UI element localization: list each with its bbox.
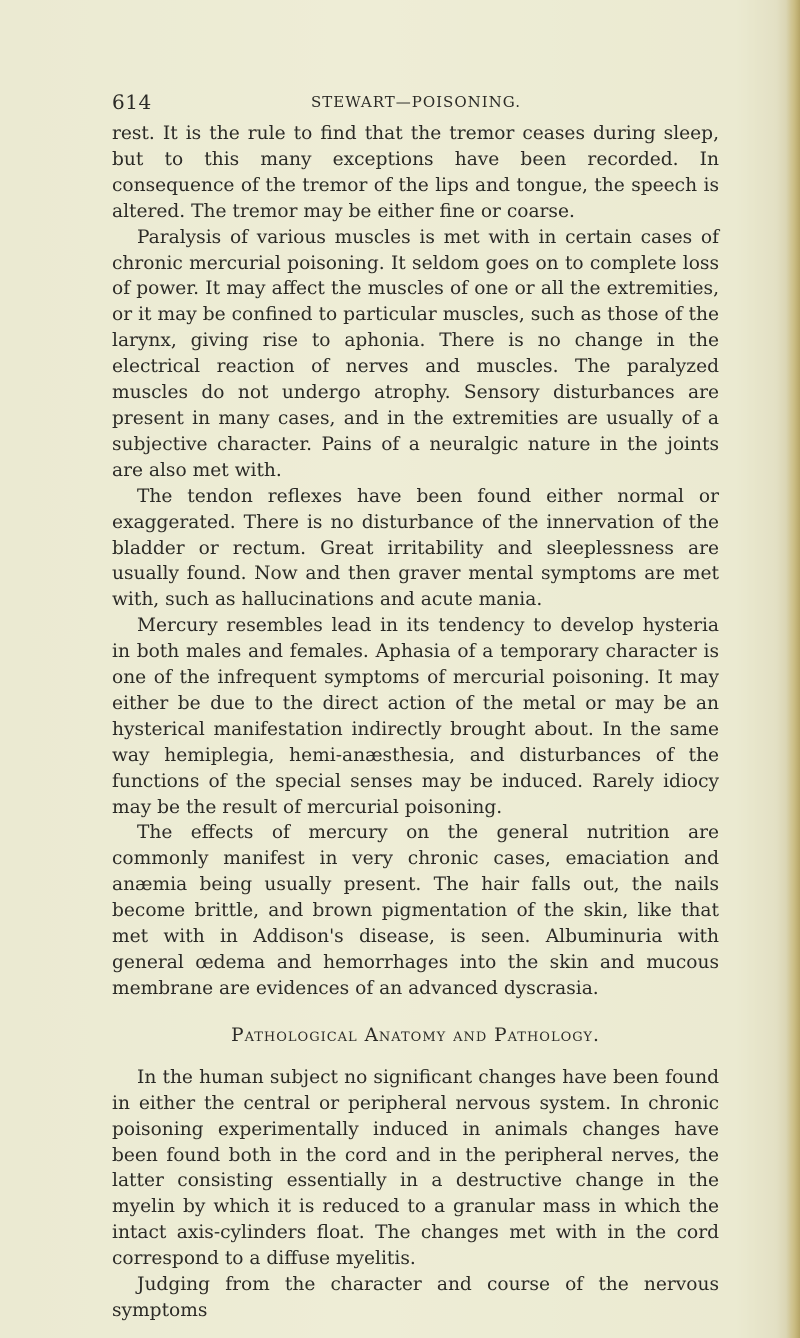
page-header bbox=[112, 90, 720, 116]
page-body bbox=[112, 121, 719, 1324]
paragraph: Paralysis of various muscles is met with in certain cases of chronic mercurial poisoning. It seldom goes on to complete loss of power. It may affect the muscles of one or all the extremities, or it may be confined to particular muscles, such as those of the larynx, giving rise to aphonia. There is no change in the electrical reaction of nerves and muscles. The paralyzed muscles do not undergo atrophy. Sensory disturbances are present in many cases, and in the extremities are usually of a subjective character. Pains of a neuralgic nature in the joints are also met with. bbox=[112, 226, 719, 481]
page-number: 614 bbox=[112, 90, 152, 114]
page-edge-stain bbox=[786, 0, 800, 1338]
section-heading: Pathological Anatomy and Pathology. bbox=[231, 1024, 600, 1046]
paragraph: Judging from the character and course of the nervous symptoms bbox=[112, 1274, 719, 1321]
paragraph: rest. It is the rule to find that the tremor ceases during sleep, but to this many exceptions have been recorded. In consequence of the tremor of the lips and tongue, the speech is altered. The tremor may be either fine or coarse. bbox=[112, 123, 719, 222]
paragraph: The effects of mercury on the general nutrition are commonly manifest in very chronic cases, emaciation and anæmia being usually present. The hair falls out, the nails become brittle, and brown pigmentation of the skin, like that met with in Addison's disease, is seen. Albuminuria with general œdema and hemorrhages into the skin and mucous membrane are evidences of an advanced dyscrasia. bbox=[112, 822, 719, 999]
paragraph: Mercury resembles lead in its tendency to develop hysteria in both males and females. Aphasia of a temporary character is one of the infrequent symptoms of mercurial poisoning. It may either be due to the direct action of the metal or may be an hysterical manifestation indirectly brought about. In the same way hemiplegia, hemi-anæsthesia, and disturbances of the functions of the special senses may be induced. Rarely idiocy may be the result of mercurial poisoning. bbox=[112, 615, 719, 818]
paragraph: In the human subject no significant changes have been found in either the central or peripheral nervous system. In chronic poisoning experimentally induced in animals changes have been found both in the cord and in the peripheral nerves, the latter consisting essentially in a destructive change in the myelin by which it is reduced to a granular mass in which the intact axis-cylinders float. The changes met with in the cord correspond to a diffuse myelitis. bbox=[112, 1066, 719, 1270]
running-title: STEWART—POISONING. bbox=[310, 93, 522, 111]
paragraph: The tendon reflexes have been found either normal or exaggerated. There is no disturbance of the innervation of the bladder or rectum. Great irritability and sleeplessness are usually found. Now and then graver mental symptoms are met with, such as hallucinations and acute mania. bbox=[112, 485, 719, 611]
